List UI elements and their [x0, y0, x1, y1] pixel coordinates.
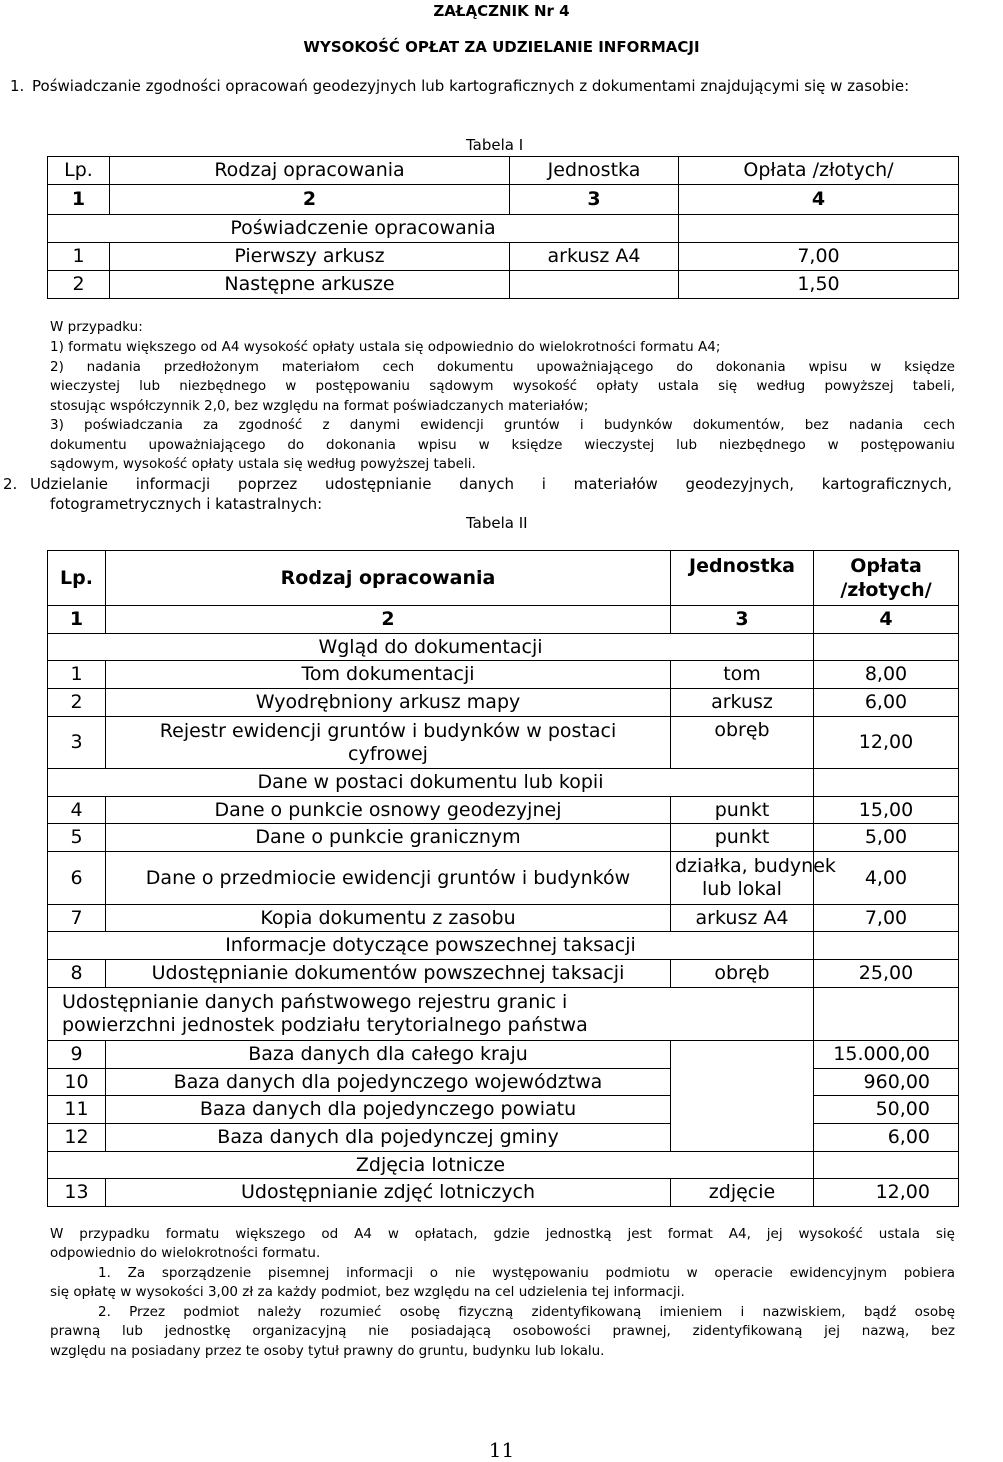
table1-group-row: [48, 215, 959, 243]
row-name: Kopia dokumentu z zasobu: [106, 905, 671, 932]
table-row: [48, 852, 959, 905]
note-3-line2: dokumentu upoważniającego do dokonania wpisu w księdze wieczystej lub niezbędnego w postępowaniu: [50, 437, 955, 453]
group-row: [48, 988, 959, 1041]
table-row: [48, 1041, 959, 1069]
row-fee: 6,00: [814, 689, 959, 717]
table2: [47, 550, 959, 1207]
notes-intro: W przypadku:: [50, 319, 143, 335]
row-unit: [671, 852, 836, 905]
footer-note-line2: odpowiednio do wielokrotności formatu.: [50, 1245, 321, 1261]
annex-label: ZAŁĄCZNIK Nr 4: [433, 2, 570, 20]
row-name: Wyodrębniony arkusz mapy: [106, 689, 671, 717]
row-lp: 11: [48, 1096, 106, 1124]
row-unit: arkusz A4: [510, 243, 679, 271]
row-unit: zdjęcie: [671, 1179, 814, 1207]
row-name: Udostępnianie zdjęć lotniczych: [106, 1179, 671, 1207]
note-3-line1: 3) poświadczania za zgodność z danymi ewidencji gruntów i budynków dokumentów, bez nadania cech: [50, 417, 955, 433]
row-unit: arkusz A4: [671, 905, 814, 932]
row-fee: 12,00: [814, 717, 959, 769]
footer-point2-line1: 2. Przez podmiot należy rozumieć osobę fizyczną zidentyfikowaną imieniem i nazwiskiem, bądź osobę: [98, 1304, 955, 1320]
row-lp: 12: [48, 1124, 106, 1152]
header-lp: Lp.: [48, 157, 110, 185]
section2-number: 2.: [3, 475, 18, 493]
row-unit-line2: lub lokal: [702, 878, 782, 900]
row-unit: arkusz: [671, 689, 814, 717]
section1-number: 1.: [10, 77, 25, 95]
col-number: 4: [679, 185, 959, 215]
row-unit-line1: działka, budynek: [675, 855, 836, 877]
row-name: [106, 717, 671, 769]
row-fee: 15.000,00: [814, 1041, 959, 1069]
row-fee: 8,00: [814, 661, 959, 689]
row-fee: 7,00: [814, 905, 959, 932]
row-unit: punkt: [671, 797, 814, 824]
footer-note-line1: W przypadku formatu większego od A4 w opłatach, gdzie jednostką jest format A4, jej wysokość ustala się: [50, 1226, 955, 1242]
table1: [47, 156, 959, 299]
row-fee: 12,00: [814, 1179, 959, 1207]
footer-point2-line2: prawną lub jednostkę organizacyjną nie posiadającą osobowości prawnej, zidentyfikowaną jej nazwą, bez: [50, 1323, 955, 1339]
row-name: Udostępnianie dokumentów powszechnej taksacji: [106, 960, 671, 988]
header-unit: Jednostka: [510, 157, 679, 185]
table1-caption: Tabela I: [466, 136, 524, 154]
note-2-line2: wieczystej lub niezbędnego w postępowaniu sądowym wysokość opłaty ustala się według powyższej tabeli,: [50, 378, 955, 394]
row-fee: 7,00: [679, 243, 959, 271]
row-fee: 25,00: [814, 960, 959, 988]
group-label: Informacje dotyczące powszechnej taksacji: [48, 932, 814, 960]
row-fee: 15,00: [814, 797, 959, 824]
row-name-line2: cyfrowej: [348, 742, 428, 765]
row-name: Baza danych dla pojedynczego powiatu: [106, 1096, 671, 1124]
note-2-line3: stosując współczynnik 2,0, bez względu na format poświadczanych materiałów;: [50, 398, 589, 414]
row-lp: 7: [48, 905, 106, 932]
row-lp: 8: [48, 960, 106, 988]
row-unit: [671, 1124, 814, 1152]
row-unit: [510, 271, 679, 299]
row-fee: 50,00: [814, 1096, 959, 1124]
row-fee: 6,00: [814, 1124, 959, 1152]
row-unit: obręb: [671, 960, 814, 988]
footer-point1-line1: 1. Za sporządzenie pisemnej informacji o nie występowaniu podmiotu w operacie ewidencyjnym pobiera: [98, 1265, 955, 1281]
row-name: Dane o punkcie osnowy geodezyjnej: [106, 797, 671, 824]
row-lp: 10: [48, 1069, 106, 1096]
row-unit: punkt: [671, 824, 814, 852]
col-number: 2: [110, 185, 510, 215]
row-unit: obręb: [671, 717, 814, 769]
table-row: [48, 1179, 959, 1207]
table2-number-row: [48, 606, 959, 634]
col-number: 2: [106, 606, 671, 634]
row-name: Tom dokumentacji: [106, 661, 671, 689]
note-1: 1) formatu większego od A4 wysokość opłaty ustala się odpowiednio do wielokrotności formatu A4;: [50, 339, 721, 355]
empty-cell: [814, 988, 959, 1041]
group-label: Poświadczenie opracowania: [48, 215, 679, 243]
col-number: 1: [48, 185, 110, 215]
header-type: Rodzaj opracowania: [110, 157, 510, 185]
header-fee-line2: /złotych/: [840, 579, 932, 601]
header-fee: Opłata /złotych/: [679, 157, 959, 185]
col-number: 3: [671, 606, 814, 634]
table-row: [48, 661, 959, 689]
row-name: Dane o przedmiocie ewidencji gruntów i budynków: [106, 852, 671, 905]
section2-line2: fotogrametrycznych i katastralnych:: [50, 495, 323, 513]
row-fee: 960,00: [814, 1069, 959, 1096]
table-row: [48, 824, 959, 852]
table2-header-row: [48, 551, 959, 606]
row-unit: [671, 1096, 814, 1124]
row-name-line1: Rejestr ewidencji gruntów i budynków w postaci: [159, 719, 617, 742]
footer-point1-line2: się opłatę w wysokości 3,00 zł za każdy podmiot, bez względu na cel udzielenia tej informacji.: [50, 1284, 685, 1300]
row-lp: 2: [48, 271, 110, 299]
row-name: Baza danych dla pojedynczego województwa: [106, 1069, 671, 1096]
row-lp: 2: [48, 689, 106, 717]
section2-line1: Udzielanie informacji poprzez udostępnianie danych i materiałów geodezyjnych, kartograficznych,: [30, 475, 952, 493]
empty-cell: [814, 769, 959, 797]
table1-header-row: [48, 157, 959, 185]
row-lp: 4: [48, 797, 106, 824]
group-label: Wgląd do dokumentacji: [48, 634, 814, 661]
empty-cell: [814, 932, 959, 960]
group-label: Dane w postaci dokumentu lub kopii: [48, 769, 814, 797]
table-row: [48, 797, 959, 824]
row-name: Następne arkusze: [110, 271, 510, 299]
table-row: [48, 271, 959, 299]
empty-cell: [814, 634, 959, 661]
header-lp: Lp.: [48, 551, 106, 606]
footer-point2-line3: względu na posiadany przez te osoby tytuł prawny do gruntu, budynku lub lokalu.: [50, 1343, 605, 1359]
header-unit: Jednostka: [671, 551, 814, 606]
row-lp: 5: [48, 824, 106, 852]
row-fee: 5,00: [814, 824, 959, 852]
note-2-line1: 2) nadania przedłożonym materiałom cech dokumentu upoważniającego do dokonania wpisu w księdze: [50, 359, 955, 375]
row-unit: tom: [671, 661, 814, 689]
row-fee: 1,50: [679, 271, 959, 299]
group-row: [48, 1152, 959, 1179]
row-lp: 1: [48, 661, 106, 689]
table-row: [48, 905, 959, 932]
page-title: WYSOKOŚĆ OPŁAT ZA UDZIELANIE INFORMACJI: [303, 38, 700, 56]
row-lp: 6: [48, 852, 106, 905]
header-type: Rodzaj opracowania: [106, 551, 671, 606]
table-row: [48, 1069, 959, 1096]
row-lp: 1: [48, 243, 110, 271]
row-name: Baza danych dla całego kraju: [106, 1041, 671, 1069]
row-lp: 9: [48, 1041, 106, 1069]
table-row: [48, 717, 959, 769]
group-row: [48, 932, 959, 960]
row-lp: 13: [48, 1179, 106, 1207]
note-3-line3: sądowym, wysokość opłaty ustala się według powyższej tabeli.: [50, 456, 476, 472]
row-fee: 4,00: [814, 852, 959, 905]
row-name: Baza danych dla pojedynczej gminy: [106, 1124, 671, 1152]
group-label-line1: Udostępnianie danych państwowego rejestru granic i: [62, 991, 568, 1013]
row-unit: [671, 1041, 814, 1069]
row-unit: [671, 1069, 814, 1096]
group-label: Zdjęcia lotnicze: [48, 1152, 814, 1179]
table-row: [48, 1124, 959, 1152]
empty-cell: [814, 1152, 959, 1179]
group-label-line2: powierzchni jednostek podziału terytorialnego państwa: [62, 1014, 588, 1036]
section1-text: Poświadczanie zgodności opracowań geodezyjnych lub kartograficznych z dokumentami znajdującymi się w zasobie:: [32, 77, 910, 95]
header-fee: [814, 551, 959, 606]
group-row: [48, 634, 959, 661]
row-lp: 3: [48, 717, 106, 769]
col-number: 1: [48, 606, 106, 634]
group-label: [48, 988, 814, 1041]
row-name: Pierwszy arkusz: [110, 243, 510, 271]
table-row: [48, 243, 959, 271]
table1-number-row: [48, 185, 959, 215]
page-number: 11: [488, 1438, 515, 1462]
col-number: 4: [814, 606, 959, 634]
table-row: [48, 1096, 959, 1124]
empty-cell: [679, 215, 959, 243]
group-row: [48, 769, 959, 797]
col-number: 3: [510, 185, 679, 215]
table-row: [48, 960, 959, 988]
header-fee-line1: Opłata: [850, 555, 922, 577]
row-name: Dane o punkcie granicznym: [106, 824, 671, 852]
table2-caption: Tabela II: [466, 514, 528, 532]
table-row: [48, 689, 959, 717]
